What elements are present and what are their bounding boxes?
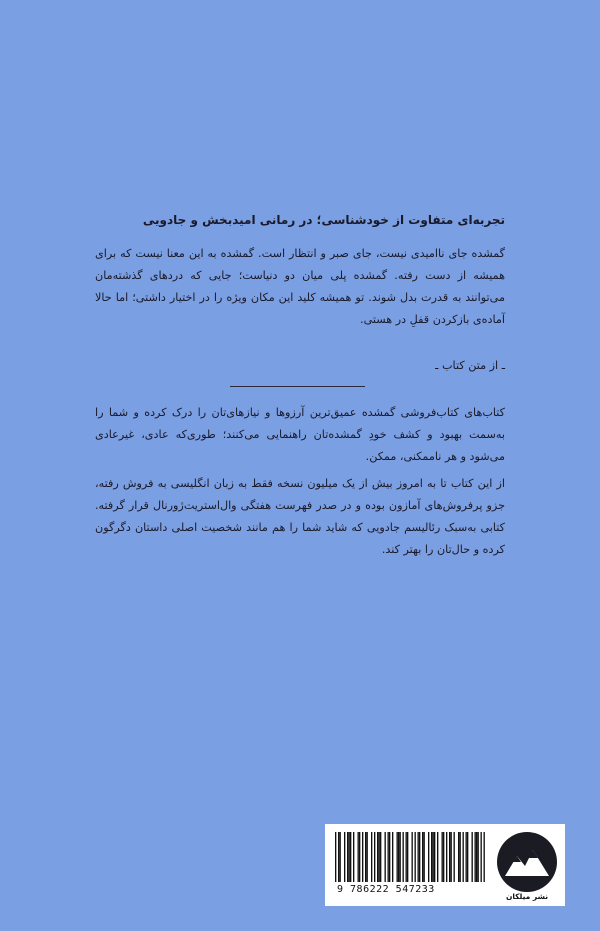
barcode-bar <box>481 832 482 882</box>
barcode-bar <box>379 832 380 882</box>
barcode-bar <box>403 832 404 882</box>
barcode-bar <box>388 832 389 882</box>
barcode-bar <box>367 832 368 882</box>
barcode-bar <box>458 832 459 882</box>
barcode-bar <box>446 832 447 882</box>
blurb-paragraph-1 <box>95 243 505 331</box>
barcode <box>335 832 485 882</box>
barcode-bar <box>454 832 455 882</box>
barcode-bar <box>424 832 425 882</box>
barcode-bar <box>418 832 419 882</box>
barcode-bar <box>415 832 416 882</box>
blurb-paragraph-2 <box>95 402 505 468</box>
mountains-logo-icon <box>495 830 559 894</box>
barcode-bar <box>362 832 363 882</box>
blurb-text-2: کتاب‌های کتاب‌فروشی گمشده عمیق‌ترین آرزوها و نیازهای‌تان را درک کرده و شما را به‌سمت بهبود و کشف خودِ گمشده‌تان راهنمایی می‌کنند؛ طوری‌که عادی، غیرعادی می‌شود و هر ناممکنی، ممکن. <box>95 406 505 463</box>
isbn-number: 9 786222 547233 <box>337 884 435 895</box>
barcode-bar <box>353 832 354 882</box>
publisher-name: نشر میلکان <box>505 892 549 901</box>
barcode-bar <box>478 832 479 882</box>
barcode-bar <box>451 832 452 882</box>
barcode-bar <box>340 832 341 882</box>
barcode-bar <box>434 832 435 882</box>
barcode-bar <box>442 832 443 882</box>
barcode-bar <box>344 832 345 882</box>
barcode-bar <box>433 832 434 882</box>
barcode-bar <box>472 832 473 882</box>
barcode-bar <box>484 832 485 882</box>
barcode-bar <box>422 832 423 882</box>
barcode-bar <box>443 832 444 882</box>
barcode-panel <box>325 824 565 906</box>
barcode-bar <box>392 832 393 882</box>
barcode-bar <box>475 832 476 882</box>
barcode-bar <box>406 832 407 882</box>
barcode-bar <box>377 832 378 882</box>
blurb-text-3: از این کتاب تا به امروز بیش از یک میلیون نسخه فقط به زبان انگلیسی به فروش رفته، جزو پرفروش‌های آمازون بوده و در صدر فهرست هفتگی وال‌استریت‌ژورنال قرار گرفته. کتابی به‌سبک رئالیسم جادویی که شاید شما را هم مانند شخصیت اصلی داستان دگرگون کرده و حال‌تان را بهتر کند. <box>95 477 505 556</box>
barcode-bar <box>428 832 429 882</box>
barcode-bar <box>400 832 401 882</box>
barcode-bar <box>407 832 408 882</box>
barcode-bar <box>359 832 360 882</box>
cover-headline: تجربه‌ای متفاوت از خودشناسی؛ در رمانی امیدبخش و جادویی <box>142 213 505 227</box>
barcode-bar <box>350 832 351 882</box>
barcode-bar <box>463 832 464 882</box>
barcode-bar <box>365 832 366 882</box>
barcode-bar <box>338 832 339 882</box>
barcode-bar <box>467 832 468 882</box>
barcode-bar <box>419 832 420 882</box>
barcode-bar <box>347 832 348 882</box>
section-divider <box>230 386 365 387</box>
barcode-bar <box>349 832 350 882</box>
quote-source-text: ـ از متن کتاب ـ <box>435 359 505 372</box>
quote-source <box>95 355 505 377</box>
barcode-bar <box>335 832 336 882</box>
barcode-bar <box>380 832 381 882</box>
barcode-bar <box>437 832 438 882</box>
barcode-bar <box>358 832 359 882</box>
barcode-bar <box>389 832 390 882</box>
barcode-bar <box>398 832 399 882</box>
barcode-bar <box>466 832 467 882</box>
barcode-bar <box>371 832 372 882</box>
barcode-bar <box>460 832 461 882</box>
barcode-bar <box>397 832 398 882</box>
barcode-bar <box>374 832 375 882</box>
barcode-bar <box>412 832 413 882</box>
barcode-bar <box>476 832 477 882</box>
barcode-bar <box>431 832 432 882</box>
barcode-bar <box>385 832 386 882</box>
blurb-text-1: گمشده جای ناامیدی نیست، جای صبر و انتظار است. گمشده به این معنا نیست که برای همیشه از دست رفته. گمشده پلی میان دو دنیاست؛ جایی که دردهای گذشته‌مان می‌توانند به قدرت بدل شوند. تو همیشه کلید این مکان ویژه را در اختیار داشتی؛ اما حالا آماده‌ی بازکردن قفلِ در هستی. <box>95 247 505 326</box>
blurb-paragraph-3 <box>95 473 505 561</box>
barcode-bar <box>449 832 450 882</box>
